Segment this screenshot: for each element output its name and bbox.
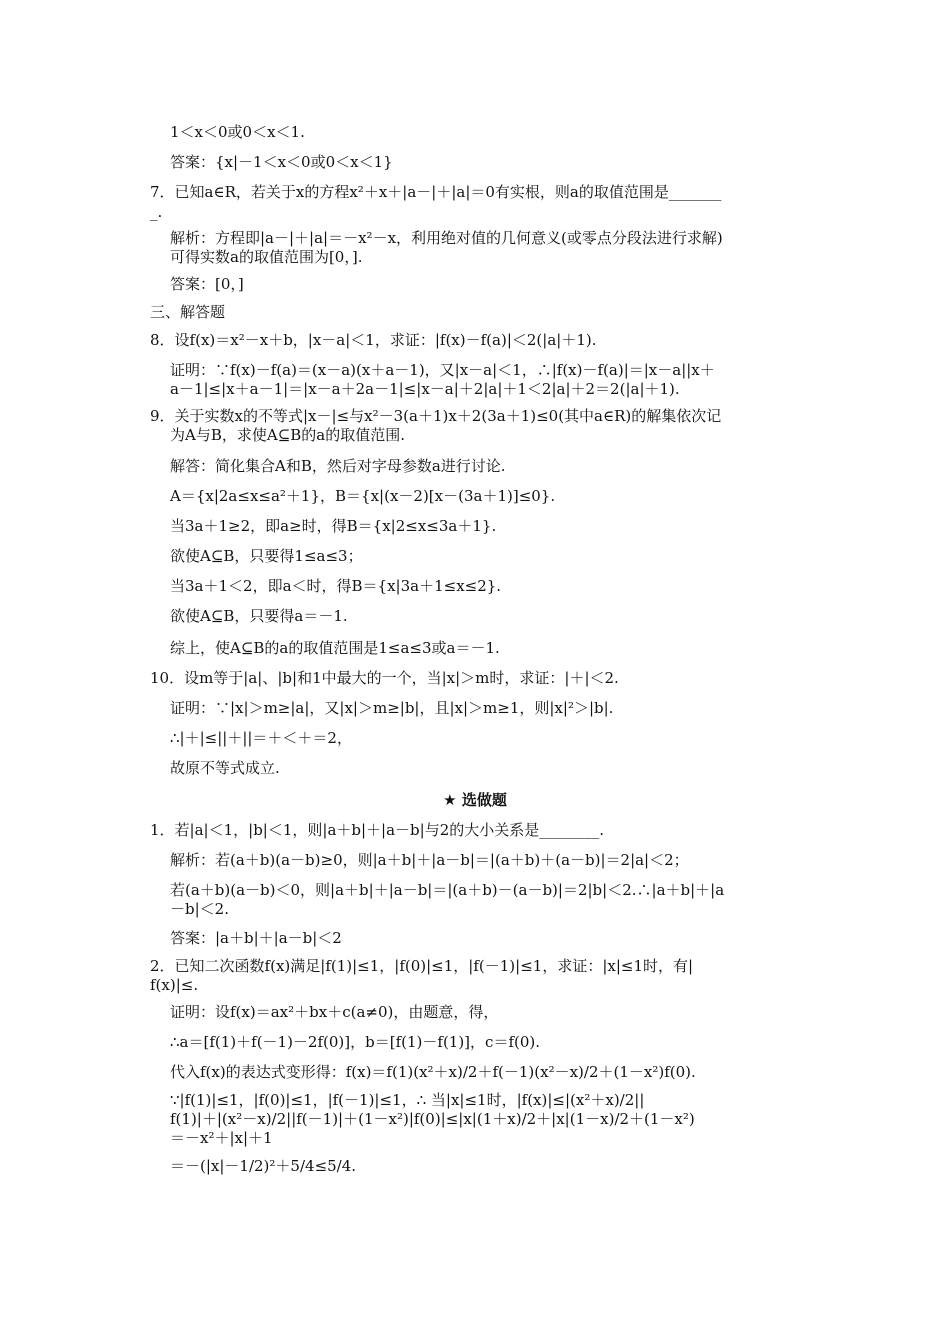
text-line: 答案：{x|－1＜x＜0或0＜x＜1} xyxy=(170,153,393,171)
text-line: 1＜x＜0或0＜x＜1. xyxy=(170,123,305,141)
text-line: 证明：∵|x|＞m≥|a|，又|x|＞m≥|b|，且|x|＞m≥1，则|x|²＞|b|. xyxy=(170,699,614,717)
text-line: 9．关于实数x的不等式|x－|≤与x²－3(a＋1)x＋2(3a＋1)≤0(其中a∈R)的解集依次记 xyxy=(150,407,722,425)
text-line: 答案：|a＋b|＋|a－b|＜2 xyxy=(170,929,342,947)
text-line: 答案：[0，] xyxy=(170,275,244,293)
text-line: 为A与B，求使A⊆B的a的取值范围. xyxy=(170,426,405,444)
text-line: ＝－(|x|－1/2)²＋5/4≤5/4. xyxy=(170,1157,357,1175)
section-title: ★ 选做题 xyxy=(443,791,507,809)
text-line: 证明：∵f(x)－f(a)＝(x－a)(x＋a－1)，又|x－a|＜1，∴|f(x)－f(a)|＝|x－a||x＋ xyxy=(170,361,715,379)
text-line: 8．设f(x)＝x²－x＋b，|x－a|＜1，求证：|f(x)－f(a)|＜2(|a|＋1). xyxy=(150,331,597,349)
text-line: 可得实数a的取值范围为[0，]. xyxy=(170,248,363,266)
text-line: 10．设m等于|a|、|b|和1中最大的一个，当|x|＞m时，求证：|＋|＜2. xyxy=(150,669,619,687)
text-line: 解答：简化集合A和B，然后对字母参数a进行讨论. xyxy=(170,457,506,475)
text-line: 若(a＋b)(a－b)＜0，则|a＋b|＋|a－b|＝|(a＋b)－(a－b)|＝2|b|＜2.∴|a＋b|＋|a xyxy=(170,881,725,899)
text-line: 2．已知二次函数f(x)满足|f(1)|≤1，|f(0)|≤1，|f(－1)|≤1，求证：|x|≤1时，有| xyxy=(150,957,694,975)
text-line: 代入f(x)的表达式变形得：f(x)＝f(1)(x²＋x)/2＋f(－1)(x²－x)/2＋(1－x²)f(0). xyxy=(170,1063,696,1081)
text-line: 当3a＋1≥2，即a≥时，得B＝{x|2≤x≤3a＋1}. xyxy=(170,517,497,535)
text-line: 欲使A⊆B，只要得1≤a≤3； xyxy=(170,547,363,565)
text-line: _. xyxy=(150,203,163,221)
text-line: 7．已知a∈R，若关于x的方程x²＋x＋|a－|＋|a|＝0有实根，则a的取值范围是_______ xyxy=(150,183,722,201)
text-line: 1．若|a|＜1，|b|＜1，则|a＋b|＋|a－b|与2的大小关系是________. xyxy=(150,821,605,839)
text-line: f(x)|≤. xyxy=(150,976,199,994)
text-line: ∴a＝[f(1)＋f(－1)－2f(0)]，b＝[f(1)－f(1)]，c＝f(0). xyxy=(170,1033,541,1051)
text-line: 解析：若(a＋b)(a－b)≥0，则|a＋b|＋|a－b|＝|(a＋b)＋(a－b)|＝2|a|＜2； xyxy=(170,851,689,869)
text-line: 综上，使A⊆B的a的取值范围是1≤a≤3或a＝－1. xyxy=(170,639,500,657)
text-line: A＝{x|2a≤x≤a²＋1}，B＝{x|(x－2)[x－(3a＋1)]≤0}. xyxy=(170,487,556,505)
text-line: 解析：方程即|a－|＋|a|＝－x²－x，利用绝对值的几何意义(或零点分段法进行求解) xyxy=(170,229,723,247)
text-line: f(1)|＋|(x²－x)/2||f(－1)|＋(1－x²)|f(0)|≤|x|(1＋x)/2＋|x|(1－x)/2＋(1－x²) xyxy=(170,1110,695,1128)
text-line: ∴|＋|≤||＋||＝＋＜＋＝2， xyxy=(170,729,352,747)
text-line: 当3a＋1＜2，即a＜时，得B＝{x|3a＋1≤x≤2}. xyxy=(170,577,502,595)
text-line: 故原不等式成立. xyxy=(170,759,280,777)
text-line: ＝－x²＋|x|＋1 xyxy=(170,1129,273,1147)
text-line: ∵|f(1)|≤1，|f(0)|≤1，|f(－1)|≤1，∴ 当|x|≤1时，|f(x)|≤|(x²＋x)/2|| xyxy=(170,1091,645,1109)
text-line: 三、解答题 xyxy=(150,303,226,321)
text-line: a－1|≤|x＋a－1|＝|x－a＋2a－1|≤|x－a|＋2|a|＋1＜2|a|＋2＝2(|a|＋1). xyxy=(170,380,680,398)
text-line: 证明：设f(x)＝ax²＋bx＋c(a≠0)，由题意，得， xyxy=(170,1003,499,1021)
text-line: －b|＜2. xyxy=(170,900,229,918)
text-line: 欲使A⊆B，只要得a＝－1. xyxy=(170,607,348,625)
